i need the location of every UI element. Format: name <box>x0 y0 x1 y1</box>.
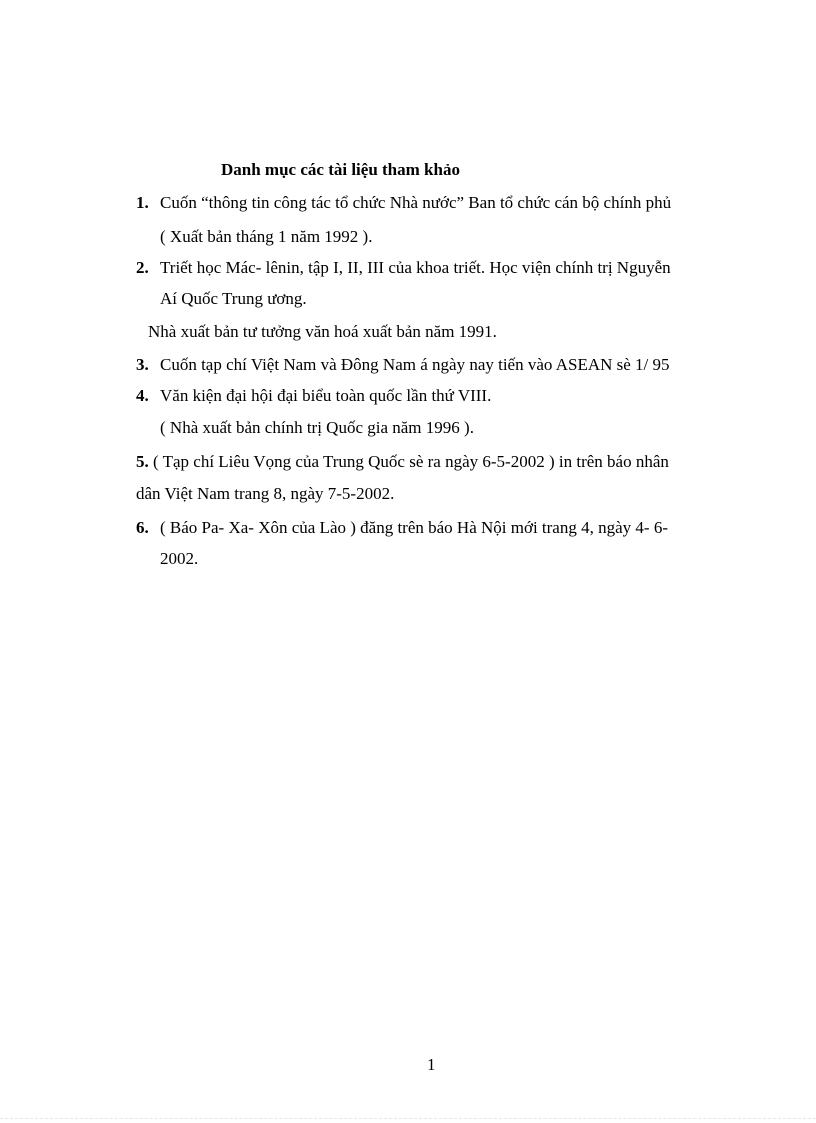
item-5-number: 5. <box>136 452 149 471</box>
item-4-line-2: ( Nhà xuất bản chính trị Quốc gia năm 1996 ). <box>160 418 474 437</box>
item-6-number: 6. <box>136 518 149 537</box>
item-1-line-2: ( Xuất bản tháng 1 năm 1992 ). <box>160 227 373 246</box>
item-3-number: 3. <box>136 355 149 374</box>
item-5-line-1: ( Tạp chí Liêu Vọng của Trung Quốc sè ra ngày 6-5-2002 ) in trên báo nhân <box>153 452 669 471</box>
page-title: Danh mục các tài liệu tham khảo <box>221 160 460 179</box>
item-1-number: 1. <box>136 193 149 212</box>
item-6-line-1: ( Báo Pa- Xa- Xôn của Lào ) đăng trên báo Hà Nội mới trang 4, ngày 4- 6- <box>160 518 668 537</box>
item-5-line-2: dân Việt Nam trang 8, ngày 7-5-2002. <box>136 484 395 503</box>
item-4-line-1: Văn kiện đại hội đại biểu toàn quốc lần thứ VIII. <box>160 386 492 405</box>
item-2-publisher-note: Nhà xuất bản tư tưởng văn hoá xuất bản năm 1991. <box>148 322 497 341</box>
item-2-line-1: Triết học Mác- lênin, tập I, II, III của khoa triết. Học viện chính trị Nguyễn <box>160 258 671 277</box>
item-1-line-1: Cuốn “thông tin công tác tổ chức Nhà nước” Ban tổ chức cán bộ chính phủ <box>160 193 672 212</box>
item-3-line-1: Cuốn tạp chí Việt Nam và Đông Nam á ngày nay tiến vào ASEAN sè 1/ 95 <box>160 355 670 374</box>
item-2-number: 2. <box>136 258 149 277</box>
page-number: 1 <box>427 1055 436 1074</box>
item-4-number: 4. <box>136 386 149 405</box>
page-bottom-divider <box>0 1118 816 1119</box>
item-2-line-2: Aí Quốc Trung ương. <box>160 289 307 308</box>
item-6-line-2: 2002. <box>160 549 199 568</box>
